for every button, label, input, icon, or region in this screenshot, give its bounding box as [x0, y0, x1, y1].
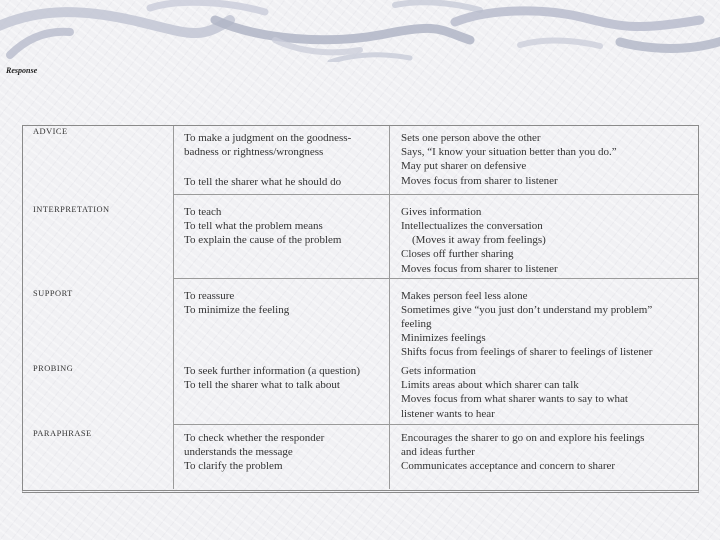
- effect-cell: [389, 361, 698, 424]
- response-type-label: PROBING: [33, 364, 74, 373]
- swirl-stroke: [520, 41, 600, 46]
- cell-line: badness or rightness/wrongness: [184, 146, 324, 158]
- table-row: [23, 126, 698, 194]
- cell-line: To tell the sharer what he should do: [184, 176, 342, 188]
- effect-cell: [389, 279, 698, 361]
- response-type-cell: [23, 279, 173, 361]
- response-type-cell: [23, 195, 173, 278]
- swirl-stroke: [455, 11, 700, 27]
- swirl-stroke: [395, 2, 480, 10]
- cell-line: understands the message: [184, 446, 293, 458]
- cell-line: Encourages the sharer to go on and explore his feelings: [401, 432, 645, 444]
- cell-line: To seek further information (a question): [184, 365, 361, 377]
- swirl-stroke: [620, 40, 720, 49]
- cell-line: listener wants to hear: [401, 408, 495, 420]
- cell-line: Shifts focus from feelings of sharer to feelings of listener: [401, 346, 653, 358]
- cell-line: To tell what the problem means: [184, 220, 323, 232]
- response-type-label: INTERPRETATION: [33, 205, 110, 214]
- cell-line: Moves focus from sharer to listener: [401, 175, 558, 187]
- swirl-stroke: [10, 32, 70, 55]
- response-types-table: [22, 125, 699, 493]
- effect-cell: [389, 126, 698, 194]
- cell-line: To check whether the responder: [184, 432, 325, 444]
- purpose-cell: [173, 425, 389, 489]
- purpose-cell: [173, 361, 389, 424]
- swirl-stroke: [330, 55, 410, 62]
- cell-line: To explain the cause of the problem: [184, 234, 342, 246]
- cell-line: To minimize the feeling: [184, 304, 290, 316]
- purpose-cell: [173, 126, 389, 194]
- cell-line: May put sharer on defensive: [401, 160, 527, 172]
- response-type-cell: [23, 361, 173, 424]
- cell-line: To clarify the problem: [184, 460, 283, 472]
- cell-line: Closes off further sharing: [401, 248, 514, 260]
- swirl-stroke: [150, 2, 265, 12]
- swirl-stroke: [215, 20, 470, 40]
- table-row: [23, 279, 698, 361]
- cell-line: Minimizes feelings: [401, 332, 486, 344]
- cell-line: Makes person feel less alone: [401, 290, 528, 302]
- cell-line: Intellectualizes the conversation: [401, 220, 543, 232]
- effect-cell: [389, 195, 698, 278]
- cell-line: Communicates acceptance and concern to sharer: [401, 460, 616, 472]
- response-type-label: ADVICE: [33, 127, 68, 136]
- cell-line: Moves focus from what sharer wants to say to what: [401, 393, 628, 405]
- cell-line: Sets one person above the other: [401, 132, 541, 144]
- swirl-stroke: [0, 12, 230, 33]
- cell-line: (Moves it away from feelings): [401, 234, 546, 246]
- purpose-cell: [173, 279, 389, 361]
- response-type-label: PARAPHRASE: [33, 429, 92, 438]
- cell-line: Sometimes give “you just don’t understand my problem”: [401, 304, 653, 316]
- cell-line: Moves focus from sharer to listener: [401, 263, 558, 275]
- cell-line: and ideas further: [401, 446, 475, 458]
- response-type-cell: [23, 126, 173, 194]
- slide-title: Response: [6, 66, 38, 75]
- cell-line: Says, “I know your situation better than you do.”: [401, 146, 617, 158]
- cell-line: To make a judgment on the goodness-: [184, 132, 352, 144]
- response-type-cell: [23, 425, 173, 489]
- cell-line: To teach: [184, 206, 222, 218]
- cell-line: Gives information: [401, 206, 482, 218]
- table-row: [23, 195, 698, 278]
- table-row: [23, 425, 698, 489]
- decorative-swirl-banner: [0, 0, 720, 62]
- response-type-label: SUPPORT: [33, 289, 73, 298]
- cell-line: To tell the sharer what to talk about: [184, 379, 340, 391]
- purpose-cell: [173, 195, 389, 278]
- cell-line: To reassure: [184, 290, 235, 302]
- cell-line: Gets information: [401, 365, 476, 377]
- effect-cell: [389, 425, 698, 489]
- cell-line: feeling: [401, 318, 432, 330]
- table-row: [23, 361, 698, 424]
- cell-line: Limits areas about which sharer can talk: [401, 379, 579, 391]
